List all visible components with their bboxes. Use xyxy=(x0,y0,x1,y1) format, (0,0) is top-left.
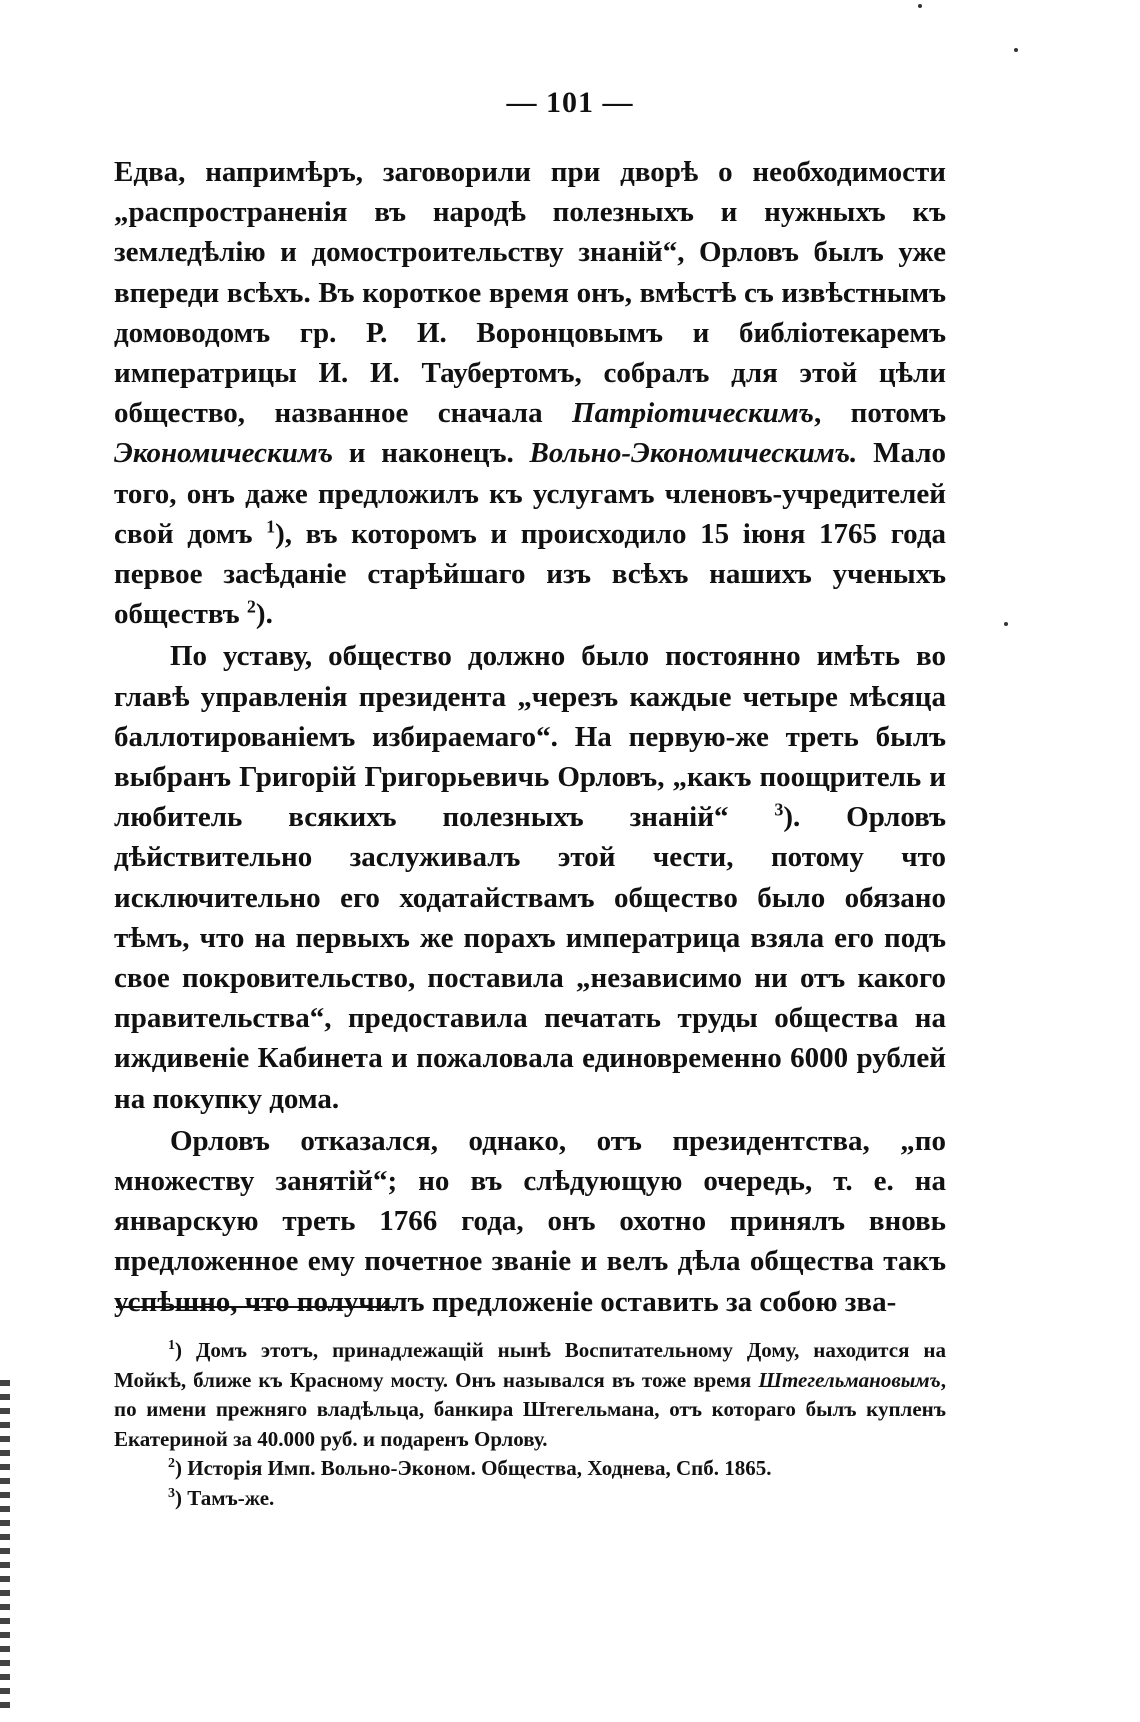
text-run: Орловъ отказался, однако, отъ президентства, „по множеству занятій“; но въ слѣдующую очередь, т. е. на январскую треть 1766 года, онъ охотно принялъ вновь предложенное ему почетное званіе и велъ дѣла общества такъ успѣшно, что получилъ предложеніе оставить за собою зва- xyxy=(114,1124,946,1318)
text-run: Мало того, онъ даже предложилъ къ услугамъ членовъ-учредителей свой домъ xyxy=(114,437,946,550)
text-run: , по имени прежняго владѣльца, банкира Штегельмана, отъ котораго былъ купленъ Екатериной за 40.000 руб. и подаренъ Орлову. xyxy=(114,1367,946,1451)
footnote-reference: 3 xyxy=(774,799,784,820)
footnote-3 xyxy=(114,1484,946,1514)
italic-term: Вольно-Экономическимъ. xyxy=(529,437,858,470)
text-run: ). Орловъ дѣйствительно заслуживалъ этой чести, потому что исключительно его ходатайствамъ общество было обязано тѣмъ, что на первыхъ же порахъ императрица взяла его подъ свое покровительство, поставила „независимо ни отъ какого правительства“, предоставила печатать труды общества на иждивеніе Кабинета и пожаловала единовременно 6000 рублей на покупку дома. xyxy=(114,801,946,1115)
scan-speck xyxy=(918,4,922,8)
footnote-mark: 1 xyxy=(168,1338,175,1353)
text-run: , потомъ xyxy=(813,397,946,430)
text-run: По уставу, общество должно было постоянно имѣть во главѣ управленія президента „черезъ каждые четыре мѣсяца баллотированіемъ избираемаго“. На первую-же треть былъ выбранъ Григорій Григорьевичь Орловъ, „какъ поощритель и любитель всякихъ полезныхъ знаній“ xyxy=(114,640,946,834)
footnote-mark: 2 xyxy=(168,1456,175,1471)
scan-edge-artifact xyxy=(0,1380,10,1710)
text-run: ) Исторія Имп. Вольно-Эконом. Общества, Ходнева, Спб. 1865. xyxy=(175,1456,772,1480)
footnotes xyxy=(114,1336,946,1513)
scan-speck xyxy=(1014,48,1018,52)
paragraph-1 xyxy=(114,152,946,634)
footnote-1 xyxy=(114,1336,946,1454)
italic-term: Экономическимъ xyxy=(114,437,334,470)
paragraph-3 xyxy=(114,1121,946,1322)
text-run: и наконецъ. xyxy=(333,437,530,470)
body-text xyxy=(114,152,946,1322)
text-run: ), въ которомъ и происходило 15 іюня 1765 года первое засѣданіе старѣйшаго изъ всѣхъ нашихъ ученыхъ обществъ xyxy=(114,517,946,631)
text-run: ). xyxy=(255,598,273,631)
italic-term: Штегельмановымъ xyxy=(758,1367,941,1392)
footnote-2 xyxy=(114,1454,946,1484)
text-run: ) Тамъ-же. xyxy=(175,1485,275,1510)
footnote-reference: 2 xyxy=(246,596,256,617)
footnote-divider xyxy=(116,1306,398,1308)
footnote-mark: 3 xyxy=(168,1485,175,1501)
footnote-reference: 1 xyxy=(266,516,276,537)
text-run: Едва, напримѣръ, заговорили при дворѣ о необходимости „распространенія въ народѣ полезныхъ и нужныхъ къ земледѣлію и домостроительству знаній“, Орловъ былъ уже впереди всѣхъ. Въ короткое время онъ, вмѣстѣ съ извѣстнымъ домоводомъ гр. Р. И. Воронцовымъ и библіотекаремъ императрицы И. И. Таубертомъ, собралъ для этой цѣли общество, названное сначала xyxy=(114,156,946,430)
italic-term: Патріотическимъ xyxy=(572,397,814,430)
page-number: — 101 — xyxy=(506,86,634,119)
paragraph-2 xyxy=(114,636,946,1118)
text-run: ) Домъ этотъ, принадлежащій нынѣ Воспитательному Дому, находится на Мойкѣ, ближе къ Красному мосту. Онъ назывался въ тоже время xyxy=(114,1338,946,1392)
scan-speck xyxy=(1004,622,1008,626)
